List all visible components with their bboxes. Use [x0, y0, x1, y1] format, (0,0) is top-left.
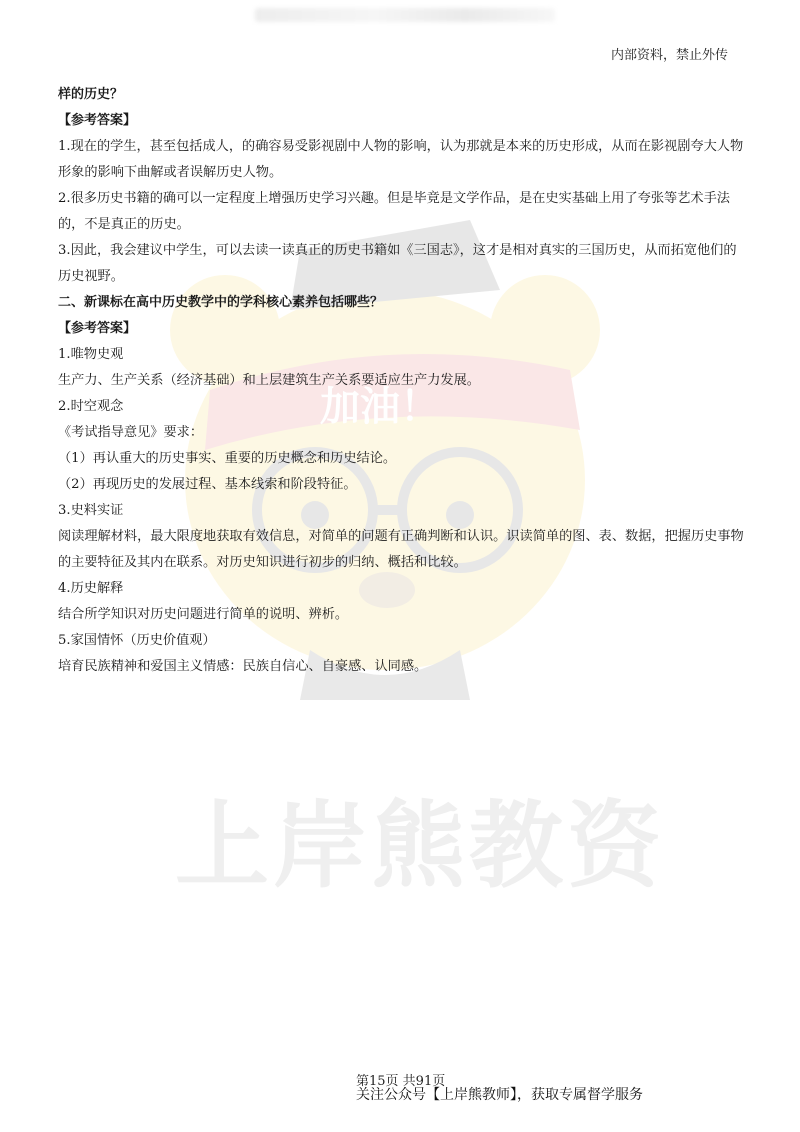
item-1-title: 1.唯物史观	[58, 347, 124, 362]
item-5-text: 培育民族精神和爱国主义情感：民族自信心、自豪感、认同感。	[58, 659, 428, 674]
question-2: 二、新课标在高中历史教学中的学科核心素养包括哪些？	[58, 295, 384, 310]
question-1-tail: 样的历史？	[58, 87, 124, 102]
footer-promo-text: 关注公众号【上岸熊教师】，获取专属督学服务	[356, 1087, 643, 1103]
item-1-text: 生产力、生产关系（经济基础）和上层建筑生产关系要适应生产力发展。	[58, 373, 480, 388]
item-5-title: 5.家国情怀（历史价值观）	[58, 633, 216, 648]
answer-1-paragraph-3: 3.因此，我会建议中学生，可以去读一读真正的历史书籍如《三国志》，这才是相对真实的三国历史，从而拓宽他们的历史视野。	[58, 243, 737, 284]
item-2-subpoint-2: （2）再现历史的发展过程、基本线索和阶段特征。	[58, 477, 357, 492]
answer-1-paragraph-1: 1.现在的学生，甚至包括成人，的确容易受影视剧中人物的影响，认为那就是本来的历史形成，从而在影视剧夸大人物形象的影响下曲解或者误解历史人物。	[58, 139, 744, 180]
page-number: 第15页 共91页	[356, 1074, 446, 1089]
item-2-title: 2.时空观念	[58, 399, 124, 414]
item-2-subpoint-1: （1）再认重大的历史事实、重要的历史概念和历史结论。	[58, 451, 397, 466]
mascot-banner-text: 加油！	[320, 384, 440, 430]
blurred-header-text	[255, 8, 555, 22]
answer-1-paragraph-2: 2.很多历史书籍的确可以一定程度上增强历史学习兴趣。但是毕竟是文学作品，是在史实基础上用了夸张等艺术手法的，不是真正的历史。	[58, 191, 730, 232]
reference-answer-label-1: 【参考答案】	[58, 113, 137, 128]
item-4-text: 结合所学知识对历史问题进行简单的说明、辨析。	[58, 607, 349, 622]
confidential-notice: 内部资料，禁止外传	[610, 48, 728, 63]
brand-watermark-text: 上岸熊教资	[175, 792, 666, 901]
item-2-requirement: 《考试指导意见》要求：	[58, 425, 204, 440]
item-3-text: 阅读理解材料，最大限度地获取有效信息，对简单的问题有正确判断和认识。识读简单的图、表、数据，把握历史事物的主要特征及其内在联系。对历史知识进行初步的归纳、概括和比较。	[58, 529, 744, 570]
item-3-title: 3.史料实证	[58, 503, 124, 518]
document-body	[58, 82, 748, 680]
reference-answer-label-2: 【参考答案】	[58, 321, 137, 336]
item-4-title: 4.历史解释	[58, 581, 124, 596]
